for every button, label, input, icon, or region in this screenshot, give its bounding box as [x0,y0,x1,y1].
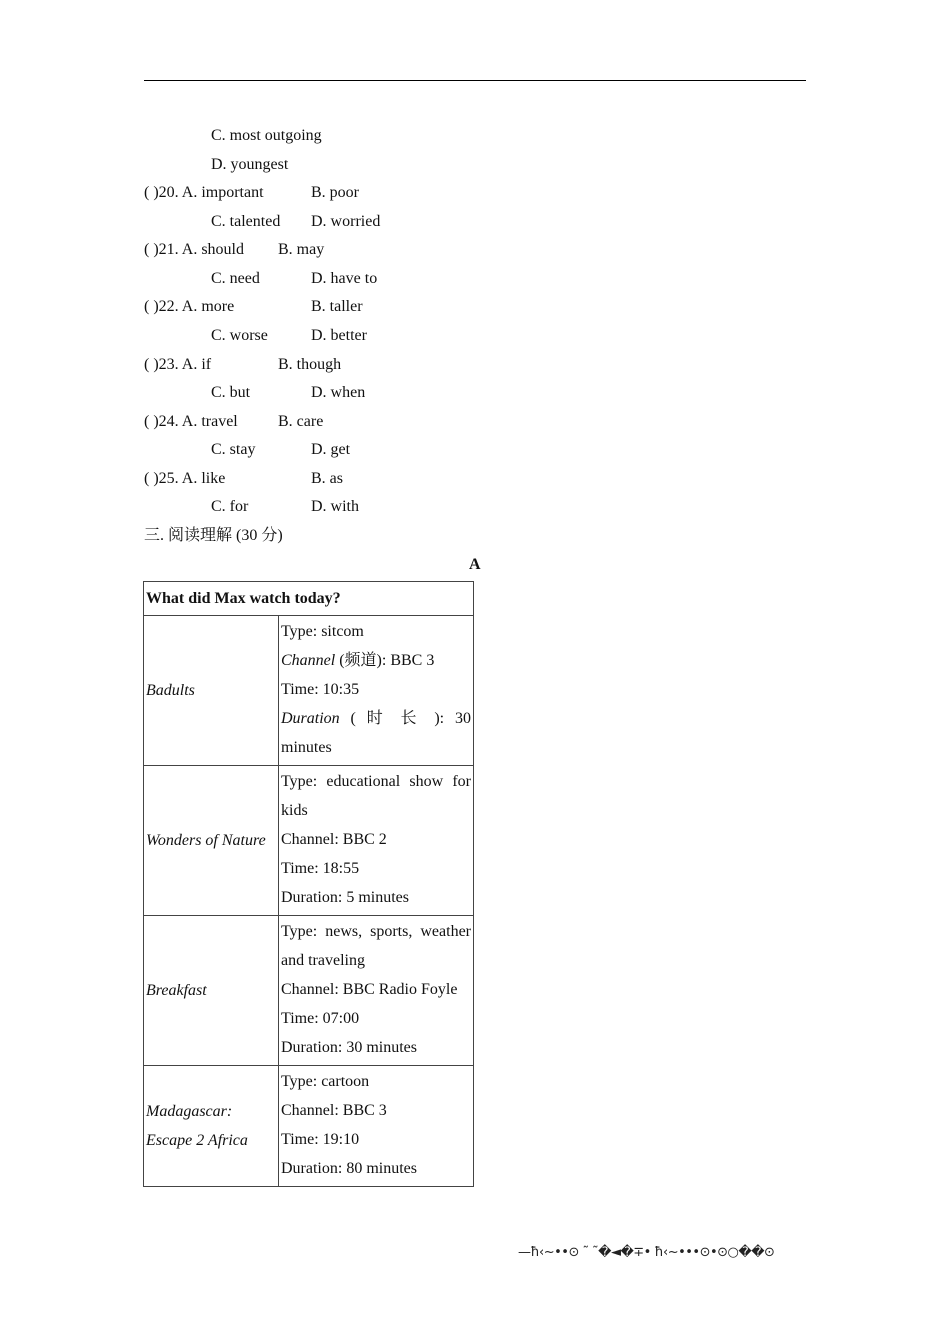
program-name: Madagascar: Escape 2 Africa [144,1066,279,1187]
table-row [144,916,474,1066]
section-heading: 三. 阅读理解 (30 分) [144,527,283,544]
table-row [144,616,474,766]
program-type: Type: educational show for kids [281,773,471,819]
program-time: Time: 07:00 [281,1010,360,1027]
program-channel: Channel: BBC Radio Foyle [281,981,458,998]
program-details [279,916,474,1066]
program-details [279,1066,474,1187]
program-channel: Channel (频道): BBC 3 [281,652,435,669]
program-name: Badults [144,616,279,766]
program-type: Type: cartoon [281,1073,370,1090]
program-duration: Duration: 30 minutes [281,1039,417,1056]
table-row [144,1066,474,1187]
footer-garbled-text: —ħ‹~••⊙ ˜ ˜�◄�∓• ħ‹~•••⊙•⊙○��⊙ [518,1245,775,1260]
program-time: Time: 18:55 [281,860,360,877]
tv-schedule-table [143,581,474,1187]
program-name: Breakfast [144,916,279,1066]
program-time: Time: 10:35 [281,681,360,698]
table-title-row [144,582,474,616]
table-row [144,766,474,916]
program-channel: Channel: BBC 2 [281,831,387,848]
program-type: Type: news, sports, weather and traveling [281,923,471,969]
program-details [279,616,474,766]
header-rule [144,80,806,81]
program-channel: Channel: BBC 3 [281,1102,387,1119]
program-details [279,766,474,916]
program-duration: Duration: 80 minutes [281,1160,417,1177]
program-time: Time: 19:10 [281,1131,360,1148]
program-name: Wonders of Nature [144,766,279,916]
program-duration: Duration: 5 minutes [281,889,409,906]
table-title: What did Max watch today? [144,582,474,616]
program-type: Type: sitcom [281,623,364,640]
program-duration: Duration ( 时 长 ): 30 minutes [281,710,471,756]
section-label: A [469,556,481,573]
